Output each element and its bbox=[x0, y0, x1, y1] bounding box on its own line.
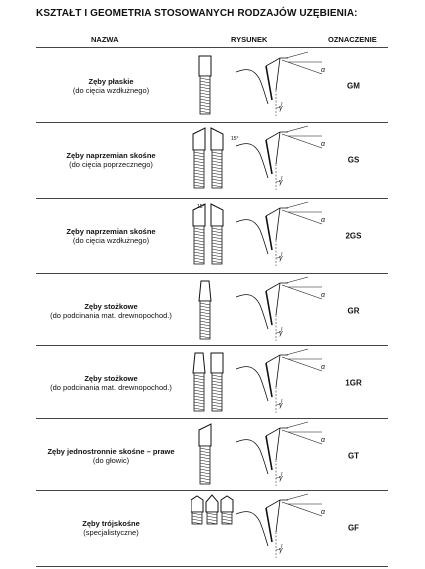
gamma-label: γ bbox=[279, 475, 283, 482]
tooth-drawing bbox=[191, 275, 326, 347]
header-code: OZNACZENIE bbox=[328, 35, 377, 44]
row-divider bbox=[36, 122, 388, 123]
tooth-type-purpose: (do podcinania mat. drewnopochod.) bbox=[50, 383, 172, 392]
tooth-drawing bbox=[191, 347, 326, 419]
table-header bbox=[36, 35, 388, 47]
table-row bbox=[36, 420, 388, 492]
tooth-drawing-cell bbox=[191, 420, 326, 497]
alpha-label: α bbox=[321, 67, 325, 74]
tooth-drawing bbox=[191, 124, 326, 196]
page-title: KSZTAŁT I GEOMETRIA STOSOWANYCH RODZAJÓW UZĘBIENIA: bbox=[36, 8, 358, 19]
tooth-type-title: Zęby stożkowe bbox=[84, 302, 138, 311]
tooth-type-title: Zęby trójskośne bbox=[82, 519, 140, 528]
tooth-type-purpose: (do cięcia wzdłużnego) bbox=[72, 236, 150, 245]
row-divider bbox=[36, 490, 388, 491]
tooth-code: 1GR bbox=[345, 378, 362, 388]
tooth-code: GM bbox=[347, 81, 360, 91]
alpha-label: α bbox=[321, 292, 325, 299]
bevel-angle-label: 15° bbox=[197, 204, 205, 210]
tooth-drawing-cell bbox=[191, 347, 326, 424]
gamma-label: γ bbox=[279, 105, 283, 112]
tooth-code: 2GS bbox=[345, 231, 362, 241]
tooth-drawing-cell bbox=[191, 124, 326, 201]
tooth-drawing-cell bbox=[191, 50, 326, 127]
row-divider bbox=[36, 198, 388, 199]
tooth-drawing-cell bbox=[191, 200, 326, 277]
tooth-type-name bbox=[36, 374, 186, 392]
tooth-drawing bbox=[191, 200, 326, 272]
tooth-type-name bbox=[36, 519, 186, 537]
header-drawing: RYSUNEK bbox=[231, 35, 268, 44]
tooth-type-title: Zęby płaskie bbox=[88, 77, 134, 86]
tooth-type-purpose: (specjalistyczne) bbox=[83, 528, 139, 537]
alpha-label: α bbox=[321, 437, 325, 444]
tooth-type-name bbox=[36, 227, 186, 245]
tooth-type-purpose: (do podcinania mat. drewnopochod.) bbox=[50, 311, 172, 320]
gamma-label: γ bbox=[279, 330, 283, 337]
row-divider bbox=[36, 273, 388, 274]
tooth-type-name bbox=[36, 151, 186, 169]
table-row bbox=[36, 200, 388, 272]
tooth-type-title: Zęby jednostronnie skośne – prawe bbox=[47, 447, 175, 456]
tooth-type-title: Zęby naprzemian skośne bbox=[66, 227, 156, 236]
tooth-type-purpose: (do głowic) bbox=[92, 456, 130, 465]
tooth-type-name bbox=[36, 77, 186, 95]
tooth-type-name bbox=[36, 447, 186, 465]
alpha-label: α bbox=[321, 217, 325, 224]
gamma-label: γ bbox=[279, 255, 283, 262]
tooth-code: GF bbox=[347, 523, 360, 533]
bevel-angle-label: 15° bbox=[231, 136, 239, 142]
table-row bbox=[36, 124, 388, 196]
tooth-drawing bbox=[191, 420, 326, 492]
tooth-type-name bbox=[36, 302, 186, 320]
tooth-type-title: Zęby stożkowe bbox=[84, 374, 138, 383]
table-row bbox=[36, 275, 388, 347]
tooth-code: GT bbox=[347, 451, 360, 461]
header-name: NAZWA bbox=[91, 35, 119, 44]
tooth-code: GR bbox=[347, 306, 360, 316]
tooth-drawing bbox=[191, 50, 326, 122]
tooth-drawing-cell bbox=[191, 492, 326, 569]
tooth-type-purpose: (do cięcia wzdłużnego) bbox=[72, 86, 150, 95]
tooth-flat-shape bbox=[211, 353, 223, 411]
alpha-label: α bbox=[321, 141, 325, 148]
row-divider bbox=[36, 418, 388, 419]
table-row bbox=[36, 50, 388, 122]
alpha-label: α bbox=[321, 364, 325, 371]
gamma-label: γ bbox=[279, 547, 283, 554]
tooth-drawing bbox=[191, 492, 326, 564]
tooth-drawing-cell bbox=[191, 275, 326, 352]
gamma-label: γ bbox=[279, 179, 283, 186]
tooth-type-title: Zęby naprzemian skośne bbox=[66, 151, 156, 160]
tooth-code: GS bbox=[347, 155, 360, 165]
tooth-type-purpose: (do cięcia poprzecznego) bbox=[69, 160, 153, 169]
tooth-flat-shape bbox=[199, 56, 211, 114]
alpha-label: α bbox=[321, 509, 325, 516]
table-row bbox=[36, 347, 388, 419]
header-divider bbox=[36, 47, 388, 48]
gamma-label: γ bbox=[279, 402, 283, 409]
row-divider bbox=[36, 345, 388, 346]
table-row bbox=[36, 492, 388, 564]
